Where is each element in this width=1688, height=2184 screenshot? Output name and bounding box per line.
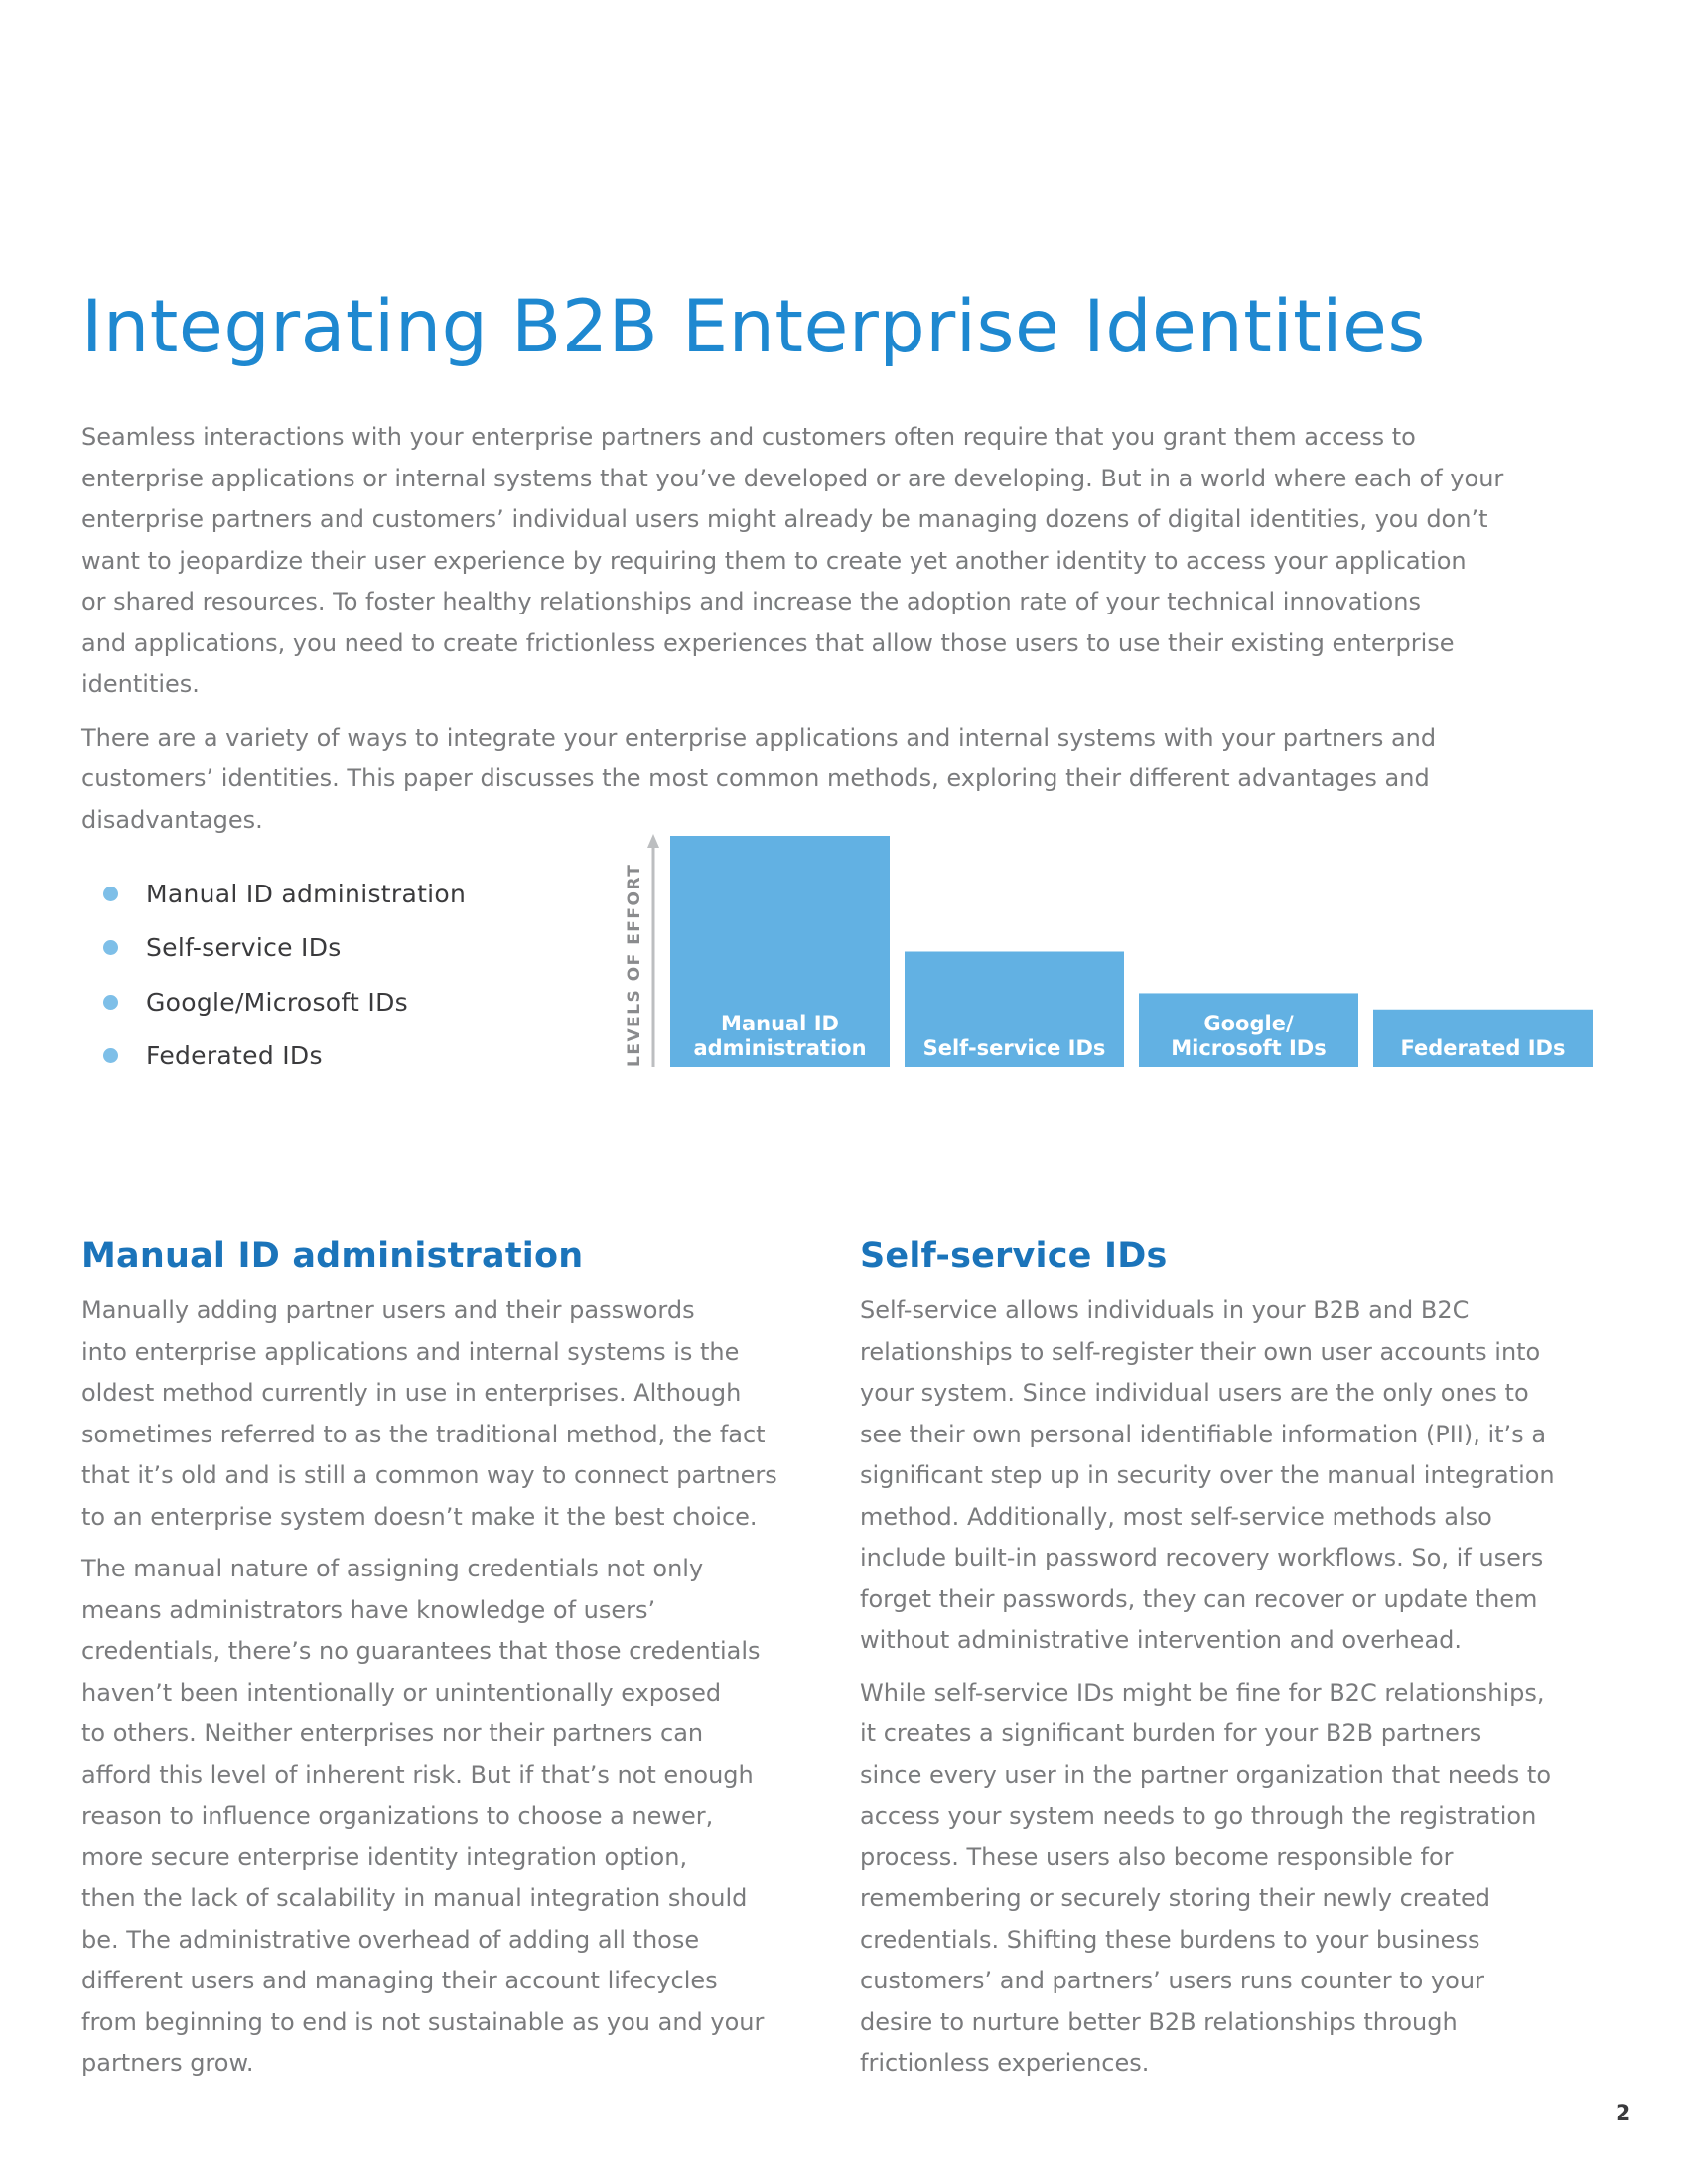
text-line: haven’t been intentionally or unintentionally exposed bbox=[81, 1678, 722, 1706]
list-item-label: Self-service IDs bbox=[146, 933, 342, 963]
text-line: forget their passwords, they can recover or update them bbox=[860, 1584, 1538, 1613]
text-line: to others. Neither enterprises nor their partners can bbox=[81, 1719, 704, 1747]
intro-section bbox=[81, 417, 1611, 853]
text-line: relationships to self-register their own user accounts into bbox=[860, 1337, 1541, 1366]
text-line: since every user in the partner organization that needs to bbox=[860, 1760, 1552, 1789]
text-line: means administrators have knowledge of users’ bbox=[81, 1595, 656, 1624]
text-line: be. The administrative overhead of adding all those bbox=[81, 1925, 700, 1954]
text-line: reason to influence organizations to choose a newer, bbox=[81, 1802, 714, 1830]
text-line: Seamless interactions with your enterprise partners and customers often require that you grant them access to bbox=[81, 423, 1416, 451]
levels-of-effort-chart bbox=[621, 824, 1614, 1072]
list-item-label: Federated IDs bbox=[146, 1041, 323, 1071]
manual-paragraph-1 bbox=[81, 1291, 816, 1538]
bar-label: Self-service IDs bbox=[922, 1036, 1106, 1060]
list-item bbox=[103, 975, 466, 1029]
bar-label: administration bbox=[693, 1036, 867, 1060]
text-line: significant step up in security over the manual integration bbox=[860, 1461, 1555, 1489]
list-item-label: Manual ID administration bbox=[146, 879, 467, 908]
list-item bbox=[103, 1029, 466, 1084]
text-line: or shared resources. To foster healthy relationships and increase the adoption rate of your technical innovations bbox=[81, 588, 1421, 615]
text-line: sometimes referred to as the traditional method, the fact bbox=[81, 1420, 766, 1448]
list-item-label: Google/Microsoft IDs bbox=[146, 987, 408, 1017]
text-line: identities. bbox=[81, 670, 200, 698]
bullet-dot-icon bbox=[103, 887, 118, 901]
text-line: oldest method currently in use in enterprises. Although bbox=[81, 1379, 742, 1407]
intro-paragraph-2 bbox=[81, 718, 1611, 842]
text-line: Self-service allows individuals in your B2B and B2C bbox=[860, 1297, 1470, 1324]
text-line: While self-service IDs might be fine for B2C relationships, bbox=[860, 1678, 1545, 1706]
text-line: include built-in password recovery workflows. So, if users bbox=[860, 1544, 1544, 1571]
text-line: remembering or securely storing their newly created bbox=[860, 1884, 1490, 1912]
text-line: credentials. Shifting these burdens to your business bbox=[860, 1925, 1480, 1954]
intro-paragraph-1 bbox=[81, 417, 1611, 706]
text-line: enterprise applications or internal systems that you’ve developed or are developing. But in a world where each of your bbox=[81, 464, 1504, 492]
text-line: process. These users also become responsible for bbox=[860, 1843, 1454, 1871]
bullet-dot-icon bbox=[103, 995, 118, 1010]
text-line: desire to nurture better B2B relationships through bbox=[860, 2007, 1458, 2036]
text-line: frictionless experiences. bbox=[860, 2049, 1150, 2077]
page-title: Integrating B2B Enterprise Identities bbox=[81, 285, 1426, 369]
bullet-dot-icon bbox=[103, 940, 118, 955]
text-line: afford this level of inherent risk. But if that’s not enough bbox=[81, 1760, 754, 1789]
list-item bbox=[103, 921, 466, 976]
list-item bbox=[103, 867, 466, 921]
text-line: from beginning to end is not sustainable as you and your bbox=[81, 2007, 765, 2036]
bar-label: Microsoft IDs bbox=[1171, 1036, 1327, 1060]
text-line: then the lack of scalability in manual integration should bbox=[81, 1884, 748, 1912]
text-line: The manual nature of assigning credentials not only bbox=[81, 1555, 704, 1582]
text-line: customers’ identities. This paper discusses the most common methods, exploring their different advantages and bbox=[81, 764, 1430, 792]
text-line: access your system needs to go through the registration bbox=[860, 1802, 1537, 1830]
text-line: different users and managing their account lifecycles bbox=[81, 1967, 718, 1994]
section-heading-self-service: Self-service IDs bbox=[860, 1236, 1168, 1276]
self-service-paragraph-1 bbox=[860, 1291, 1595, 1662]
section-heading-manual: Manual ID administration bbox=[81, 1236, 584, 1276]
text-line: enterprise partners and customers’ individual users might already be managing dozens of digital identities, you don’t bbox=[81, 505, 1488, 533]
text-line: your system. Since individual users are the only ones to bbox=[860, 1379, 1529, 1407]
text-line: and applications, you need to create frictionless experiences that allow those users to use their existing enterprise bbox=[81, 628, 1455, 657]
text-line: Manually adding partner users and their passwords bbox=[81, 1297, 695, 1324]
y-axis-label: LEVELS OF EFFORT bbox=[625, 863, 644, 1067]
text-line: method. Additionally, most self-service methods also bbox=[860, 1502, 1492, 1531]
text-line: credentials, there’s no guarantees that those credentials bbox=[81, 1637, 761, 1665]
text-line: to an enterprise system doesn’t make it the best choice. bbox=[81, 1502, 758, 1531]
bullet-dot-icon bbox=[103, 1048, 118, 1063]
method-list bbox=[103, 867, 466, 1083]
text-line: more secure enterprise identity integration option, bbox=[81, 1843, 688, 1871]
self-service-section-body bbox=[860, 1291, 1595, 2096]
bar-label: Federated IDs bbox=[1400, 1036, 1566, 1060]
text-line: without administrative intervention and overhead. bbox=[860, 1626, 1463, 1654]
self-service-paragraph-2 bbox=[860, 1673, 1595, 2085]
text-line: it creates a significant burden for your B2B partners bbox=[860, 1719, 1482, 1747]
page-number: 2 bbox=[1616, 2102, 1631, 2126]
text-line: There are a variety of ways to integrate your enterprise applications and internal systems with your partners and bbox=[81, 723, 1437, 751]
text-line: customers’ and partners’ users runs counter to your bbox=[860, 1967, 1484, 1994]
manual-paragraph-2 bbox=[81, 1549, 816, 2085]
text-line: that it’s old and is still a common way to connect partners bbox=[81, 1461, 777, 1489]
bar-label: Google/ bbox=[1203, 1012, 1294, 1035]
manual-section-body bbox=[81, 1291, 816, 2096]
y-axis-arrow-icon bbox=[647, 834, 659, 848]
text-line: into enterprise applications and internal systems is the bbox=[81, 1337, 740, 1366]
text-line: disadvantages. bbox=[81, 805, 263, 834]
text-line: partners grow. bbox=[81, 2049, 254, 2077]
text-line: see their own personal identifiable information (PII), it’s a bbox=[860, 1420, 1547, 1448]
text-line: want to jeopardize their user experience by requiring them to create yet another identity to access your application bbox=[81, 546, 1467, 575]
bar-label: Manual ID bbox=[721, 1012, 839, 1035]
